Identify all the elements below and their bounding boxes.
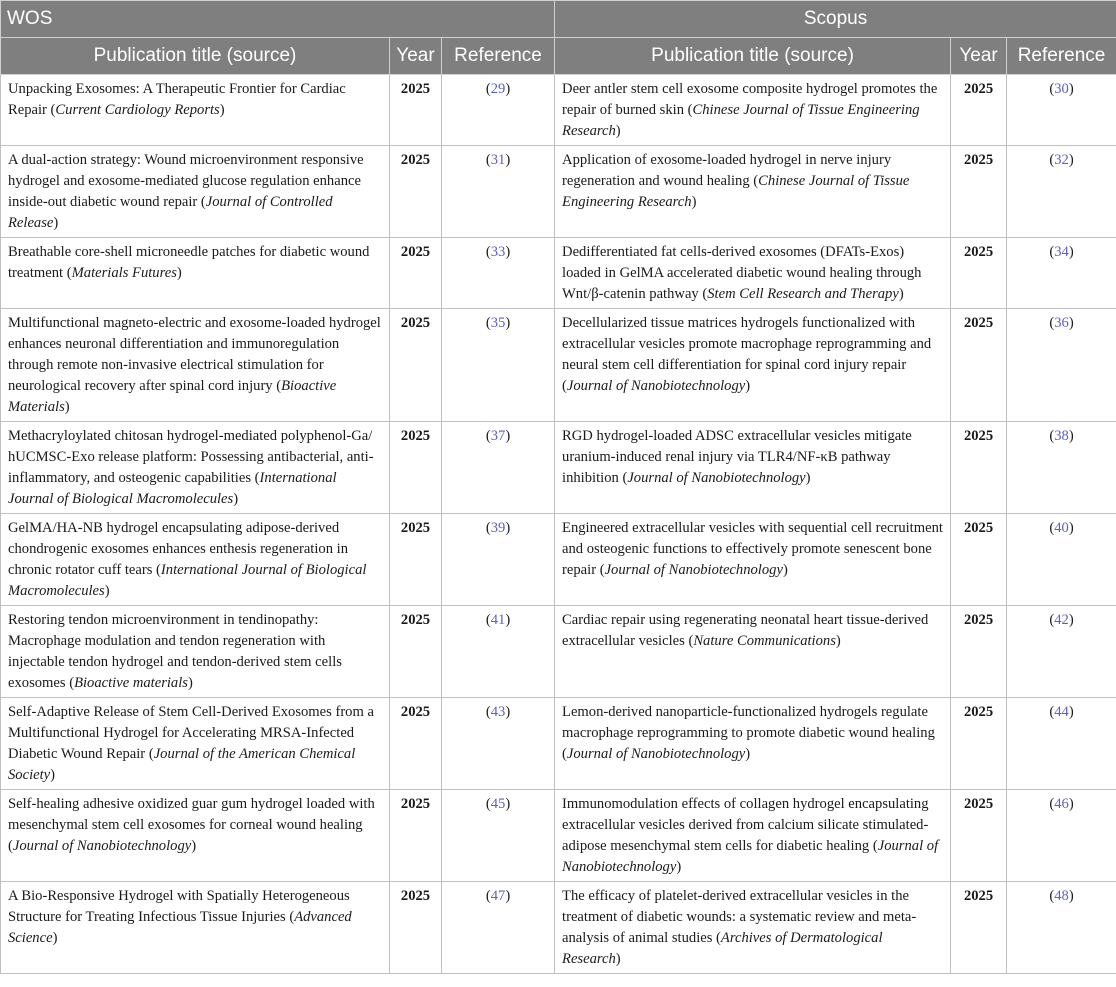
publication-title: Self-healing adhesive oxidized guar gum hydrogel loaded with mesenchymal stem cell exosomes for corneal wound healing	[8, 796, 375, 833]
publication-source: Journal of Nanobiotechnology	[566, 378, 746, 394]
scopus-publication-cell: Deer antler stem cell exosome composite hydrogel promotes the repair of burned skin (Chinese Journal of Tissue Engineering Research)	[555, 75, 951, 146]
wos-year-cell: 2025	[390, 309, 442, 422]
publication-source: Journal of Controlled Release	[8, 194, 333, 231]
scopus-reference-cell: (36)	[1007, 309, 1116, 422]
scopus-reference-header: Reference	[1007, 38, 1116, 75]
publication-title: Unpacking Exosomes: A Therapeutic Frontier for Cardiac Repair	[8, 81, 346, 118]
wos-title-header: Publication title (source)	[1, 38, 390, 75]
scopus-year-cell: 2025	[951, 606, 1007, 698]
publication-title: Deer antler stem cell exosome composite hydrogel promotes the repair of burned skin	[562, 81, 938, 118]
wos-reference-cell: (43)	[442, 698, 555, 790]
wos-publication-cell: Multifunctional magneto-electric and exosome-loaded hydrogel enhances neuronal differentiation and immunoregulation through remote non-invasive electrical stimulation for neurological recovery after spinal cord injury (Bioactive Materials)	[1, 309, 390, 422]
group-header-row	[1, 1, 1116, 38]
scopus-year-cell: 2025	[951, 238, 1007, 309]
wos-reference-cell: (41)	[442, 606, 555, 698]
publication-source: Bioactive materials	[74, 675, 188, 691]
publication-title: Engineered extracellular vesicles with sequential cell recruitment and osteogenic functions to effectively promote senescent bone repair	[562, 520, 943, 578]
reference-link[interactable]: 30	[1054, 81, 1069, 97]
scopus-reference-cell: (44)	[1007, 698, 1116, 790]
wos-reference-cell: (47)	[442, 882, 555, 974]
scopus-year-header: Year	[951, 38, 1007, 75]
publication-source: Chinese Journal of Tissue Engineering Research	[562, 173, 910, 210]
table-row	[1, 882, 1116, 974]
scopus-year-cell: 2025	[951, 790, 1007, 882]
wos-publication-cell: A Bio-Responsive Hydrogel with Spatially Heterogeneous Structure for Treating Infectious Tissue Injuries (Advanced Science)	[1, 882, 390, 974]
publication-title: RGD hydrogel-loaded ADSC extracellular vesicles mitigate uranium-induced renal injury via TLR4/NF-κB pathway inhibition	[562, 428, 912, 486]
publication-title: Self-Adaptive Release of Stem Cell-Derived Exosomes from a Multifunctional Hydrogel for Accelerating MRSA-Infected Diabetic Wound Repair	[8, 704, 374, 762]
publication-title: GelMA/HA-NB hydrogel encapsulating adipose-derived chondrogenic exosomes enhances enthesis regeneration in chronic rotator cuff tears	[8, 520, 348, 578]
publication-source: Bioactive Materials	[8, 378, 337, 415]
publication-source: Materials Futures	[71, 265, 177, 281]
wos-reference-cell: (33)	[442, 238, 555, 309]
scopus-year-cell: 2025	[951, 698, 1007, 790]
publication-title: Dedifferentiated fat cells-derived exosomes (DFATs-Exos) loaded in GelMA accelerated diabetic wound healing through Wnt/β-catenin pathway	[562, 244, 922, 302]
wos-publication-cell: Methacryloylated chitosan hydrogel-mediated polyphenol-Ga/ hUCMSC-Exo release platform: Possessing antibacterial, anti-inflammatory, and osteogenic capabilities (International Journal of Biological Macromolecules)	[1, 422, 390, 514]
reference-link[interactable]: 46	[1054, 796, 1069, 812]
scopus-publication-cell: Immunomodulation effects of collagen hydrogel encapsulating extracellular vesicles derived from calcium silicate stimulated-adipose mesenchymal stem cells for diabetic healing (Journal of Nanobiotechnology)	[555, 790, 951, 882]
wos-year-header: Year	[390, 38, 442, 75]
scopus-reference-cell: (40)	[1007, 514, 1116, 606]
scopus-year-cell: 2025	[951, 422, 1007, 514]
reference-link[interactable]: 43	[490, 704, 506, 720]
wos-publication-cell: Self-healing adhesive oxidized guar gum hydrogel loaded with mesenchymal stem cell exosomes for corneal wound healing (Journal of Nanobiotechnology)	[1, 790, 390, 882]
wos-year-cell: 2025	[390, 238, 442, 309]
wos-reference-cell: (39)	[442, 514, 555, 606]
wos-publication-cell: Self-Adaptive Release of Stem Cell-Derived Exosomes from a Multifunctional Hydrogel for Accelerating MRSA-Infected Diabetic Wound Repair (Journal of the American Chemical Society)	[1, 698, 390, 790]
wos-year-cell: 2025	[390, 514, 442, 606]
wos-reference-cell: (45)	[442, 790, 555, 882]
scopus-title-header: Publication title (source)	[555, 38, 951, 75]
reference-link[interactable]: 41	[490, 612, 506, 628]
scopus-publication-cell: Lemon-derived nanoparticle-functionalized hydrogels regulate macrophage reprogramming to promote diabetic wound healing (Journal of Nanobiotechnology)	[555, 698, 951, 790]
publication-title: A dual-action strategy: Wound microenvironment responsive hydrogel and exosome-mediated glucose regulation enhance inside-out diabetic wound repair	[8, 152, 364, 210]
publication-source: Nature Communications	[693, 633, 836, 649]
scopus-reference-cell: (46)	[1007, 790, 1116, 882]
scopus-publication-cell: Cardiac repair using regenerating neonatal heart tissue-derived extracellular vesicles (Nature Communications)	[555, 606, 951, 698]
reference-link[interactable]: 33	[490, 244, 506, 260]
scopus-year-cell: 2025	[951, 75, 1007, 146]
wos-year-cell: 2025	[390, 882, 442, 974]
wos-publication-cell: GelMA/HA-NB hydrogel encapsulating adipose-derived chondrogenic exosomes enhances enthesis regeneration in chronic rotator cuff tears (International Journal of Biological Macromolecules)	[1, 514, 390, 606]
reference-link[interactable]: 34	[1054, 244, 1069, 260]
publication-title: Restoring tendon microenvironment in tendinopathy: Macrophage modulation and tendon regeneration with injectable tendon hydrogel and tendon-derived stem cells exosomes	[8, 612, 342, 691]
publication-title: Decellularized tissue matrices hydrogels functionalized with extracellular vesicles promote macrophage reprogramming and neural stem cell differentiation for spinal cord injury repair	[562, 315, 932, 373]
publication-title: Breathable core-shell microneedle patches for diabetic wound treatment	[8, 244, 370, 281]
wos-reference-cell: (31)	[442, 146, 555, 238]
publication-source: Journal of Nanobiotechnology	[566, 746, 746, 762]
reference-link[interactable]: 40	[1054, 520, 1069, 536]
wos-publication-cell: A dual-action strategy: Wound microenvironment responsive hydrogel and exosome-mediated glucose regulation enhance inside-out diabetic wound repair (Journal of Controlled Release)	[1, 146, 390, 238]
scopus-reference-cell: (32)	[1007, 146, 1116, 238]
scopus-group-header: Scopus	[555, 1, 1116, 38]
table-row	[1, 514, 1116, 606]
publication-title: Immunomodulation effects of collagen hydrogel encapsulating extracellular vesicles derived from calcium silicate stimulated-adipose mesenchymal stem cells for diabetic healing	[562, 796, 929, 854]
publication-title: Lemon-derived nanoparticle-functionalized hydrogels regulate macrophage reprogramming to promote diabetic wound healing	[562, 704, 935, 741]
scopus-reference-cell: (42)	[1007, 606, 1116, 698]
scopus-publication-cell: Engineered extracellular vesicles with sequential cell recruitment and osteogenic functions to effectively promote senescent bone repair (Journal of Nanobiotechnology)	[555, 514, 951, 606]
scopus-publication-cell: Decellularized tissue matrices hydrogels functionalized with extracellular vesicles promote macrophage reprogramming and neural stem cell differentiation for spinal cord injury repair (Journal of Nanobiotechnology)	[555, 309, 951, 422]
scopus-publication-cell: Application of exosome-loaded hydrogel in nerve injury regeneration and wound healing (Chinese Journal of Tissue Engineering Research)	[555, 146, 951, 238]
table-row	[1, 698, 1116, 790]
scopus-publication-cell: Dedifferentiated fat cells-derived exosomes (DFATs-Exos) loaded in GelMA accelerated diabetic wound healing through Wnt/β-catenin pathway (Stem Cell Research and Therapy)	[555, 238, 951, 309]
wos-year-cell: 2025	[390, 75, 442, 146]
reference-link[interactable]: 37	[490, 428, 506, 444]
publication-title: Cardiac repair using regenerating neonatal heart tissue-derived extracellular vesicles	[562, 612, 929, 649]
publication-source: Journal of Nanobiotechnology	[604, 562, 783, 578]
publication-source: Current Cardiology Reports	[55, 102, 220, 118]
reference-link[interactable]: 39	[490, 520, 506, 536]
publication-title: Application of exosome-loaded hydrogel in nerve injury regeneration and wound healing	[562, 152, 892, 189]
reference-link[interactable]: 31	[490, 152, 506, 168]
reference-link[interactable]: 36	[1054, 315, 1069, 331]
publication-source: Journal of Nanobiotechnology	[562, 838, 939, 875]
publication-title: Methacryloylated chitosan hydrogel-mediated polyphenol-Ga/ hUCMSC-Exo release platform: Possessing antibacterial, anti-inflammatory, and osteogenic capabilities	[8, 428, 374, 486]
wos-group-header: WOS	[1, 1, 555, 38]
publication-title: A Bio-Responsive Hydrogel with Spatially Heterogeneous Structure for Treating Infectious Tissue Injuries	[8, 888, 350, 925]
scopus-year-cell: 2025	[951, 146, 1007, 238]
scopus-year-cell: 2025	[951, 309, 1007, 422]
table-row	[1, 146, 1116, 238]
publication-source: Journal of Nanobiotechnology	[627, 470, 806, 486]
wos-publication-cell: Breathable core-shell microneedle patches for diabetic wound treatment (Materials Futures)	[1, 238, 390, 309]
table-row	[1, 606, 1116, 698]
table-row	[1, 309, 1116, 422]
wos-year-cell: 2025	[390, 790, 442, 882]
publication-source: Advanced Science	[8, 909, 352, 946]
scopus-reference-cell: (38)	[1007, 422, 1116, 514]
publication-title: Multifunctional magneto-electric and exosome-loaded hydrogel enhances neuronal differentiation and immunoregulation through remote non-invasive electrical stimulation for neurological recovery after spinal cord injury	[8, 315, 381, 394]
publication-source: Chinese Journal of Tissue Engineering Research	[562, 102, 920, 139]
reference-link[interactable]: 42	[1054, 612, 1069, 628]
scopus-year-cell: 2025	[951, 882, 1007, 974]
wos-publication-cell: Restoring tendon microenvironment in tendinopathy: Macrophage modulation and tendon regeneration with injectable tendon hydrogel and tendon-derived stem cells exosomes (Bioactive materials)	[1, 606, 390, 698]
wos-reference-cell: (37)	[442, 422, 555, 514]
publication-source: International Journal of Biological Macromolecules	[8, 470, 337, 507]
publication-source: Archives of Dermatological Research	[562, 930, 883, 967]
table-row	[1, 75, 1116, 146]
wos-publication-cell: Unpacking Exosomes: A Therapeutic Frontier for Cardiac Repair (Current Cardiology Reports)	[1, 75, 390, 146]
reference-link[interactable]: 32	[1054, 152, 1069, 168]
table-body	[1, 75, 1116, 974]
scopus-reference-cell: (48)	[1007, 882, 1116, 974]
wos-year-cell: 2025	[390, 606, 442, 698]
table-row	[1, 790, 1116, 882]
reference-link[interactable]: 35	[490, 315, 506, 331]
column-header-row	[1, 38, 1116, 75]
table-row	[1, 422, 1116, 514]
reference-link[interactable]: 45	[490, 796, 506, 812]
wos-year-cell: 2025	[390, 422, 442, 514]
reference-link[interactable]: 29	[490, 81, 506, 97]
table-row	[1, 238, 1116, 309]
wos-reference-cell: (29)	[442, 75, 555, 146]
reference-link[interactable]: 38	[1054, 428, 1069, 444]
wos-year-cell: 2025	[390, 698, 442, 790]
scopus-publication-cell: The efficacy of platelet-derived extracellular vesicles in the treatment of diabetic wounds: a systematic review and meta-analysis of animal studies (Archives of Dermatological Research)	[555, 882, 951, 974]
scopus-reference-cell: (30)	[1007, 75, 1116, 146]
scopus-publication-cell: RGD hydrogel-loaded ADSC extracellular vesicles mitigate uranium-induced renal injury via TLR4/NF-κB pathway inhibition (Journal of Nanobiotechnology)	[555, 422, 951, 514]
publication-source: Journal of Nanobiotechnology	[12, 838, 192, 854]
publication-source: Stem Cell Research and Therapy	[707, 286, 899, 302]
publication-source: International Journal of Biological Macromolecules	[8, 562, 367, 599]
publication-source: Journal of the American Chemical Society	[8, 746, 356, 783]
reference-link[interactable]: 48	[1054, 888, 1069, 904]
reference-link[interactable]: 47	[490, 888, 506, 904]
scopus-year-cell: 2025	[951, 514, 1007, 606]
wos-reference-cell: (35)	[442, 309, 555, 422]
scopus-reference-cell: (34)	[1007, 238, 1116, 309]
reference-link[interactable]: 44	[1054, 704, 1069, 720]
publication-title: The efficacy of platelet-derived extracellular vesicles in the treatment of diabetic wounds: a systematic review and meta-analysis of animal studies	[562, 888, 917, 946]
wos-reference-header: Reference	[442, 38, 555, 75]
wos-year-cell: 2025	[390, 146, 442, 238]
